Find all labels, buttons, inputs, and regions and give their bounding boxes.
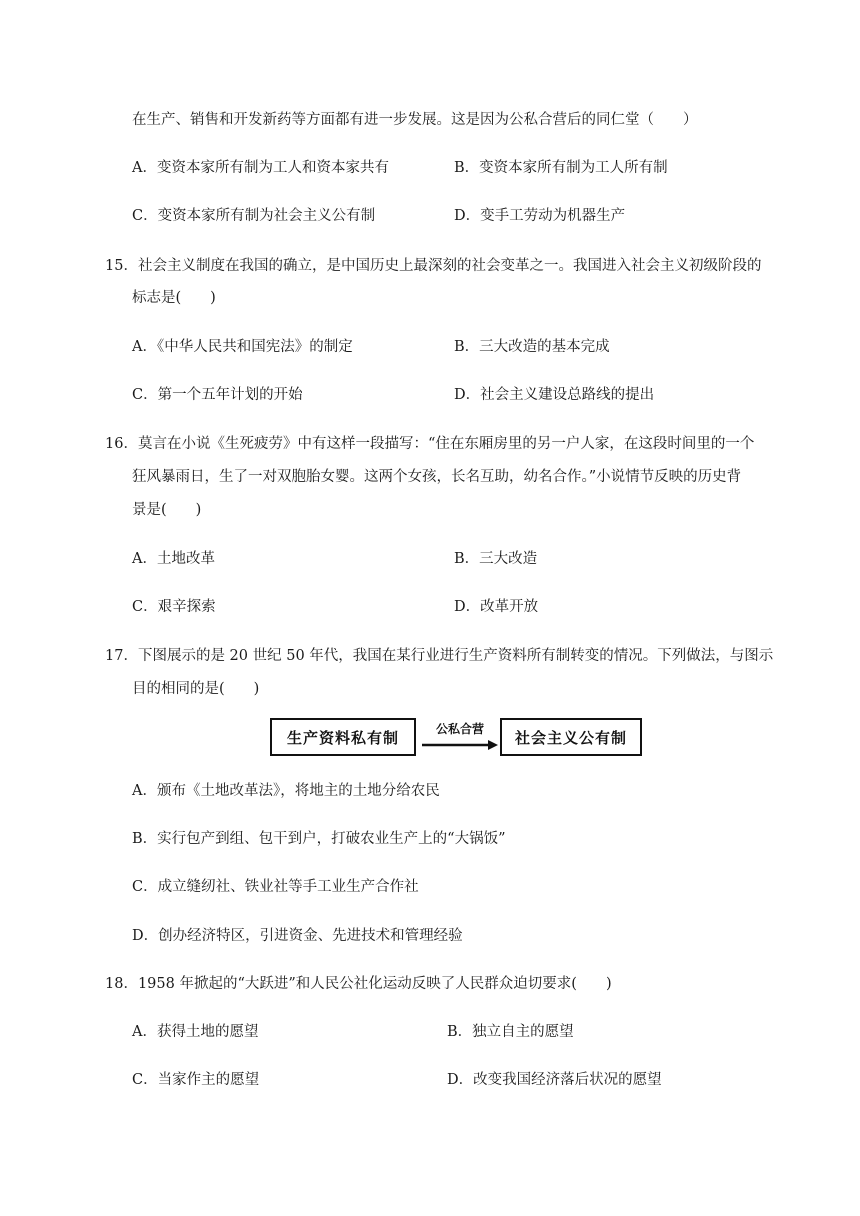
q17-option-a: A．颁布《土地改革法》，将地主的土地分给农民 bbox=[132, 783, 440, 799]
q15-option-b: B．三大改造的基本完成 bbox=[454, 339, 610, 355]
q18-option-c: C．当家作主的愿望 bbox=[132, 1072, 260, 1088]
q16-option-c: C．艰辛探索 bbox=[132, 599, 216, 615]
q16-option-d: D．改革开放 bbox=[454, 599, 539, 615]
q15-option-d: D．社会主义建设总路线的提出 bbox=[454, 387, 655, 403]
q16-stem-text-1: 莫言在小说《生死疲劳》中有这样一段描写：“住在东厢房里的另一户人家，在这段时间里的一个 bbox=[137, 436, 755, 452]
q17-option-d: D．创办经济特区，引进资金、先进技术和管理经验 bbox=[132, 928, 463, 944]
arrow-right-icon bbox=[420, 738, 500, 752]
q14-option-d: D．变手工劳动为机器生产 bbox=[454, 208, 626, 224]
q18-stem-line-1 bbox=[105, 974, 612, 994]
q17-option-c: C．成立缝纫社、铁业社等手工业生产合作社 bbox=[132, 879, 419, 895]
q15-option-c: C．第一个五年计划的开始 bbox=[132, 387, 303, 403]
q17-stem-line-2: 目的相同的是( ) bbox=[132, 681, 260, 697]
q16-stem-line-3: 景是( ) bbox=[132, 502, 202, 518]
q15-option-a: A．《中华人民共和国宪法》的制定 bbox=[132, 339, 353, 355]
q16-stem-line-2: 狂风暴雨日，生了一对双胞胎女婴。这两个女孩，长名互助，幼名合作。”小说情节反映的历史背 bbox=[132, 469, 742, 485]
diagram-left-box: 生产资料私有制 bbox=[270, 718, 416, 756]
q16-stem-line-1 bbox=[105, 434, 754, 454]
q15-stem-text-1: 社会主义制度在我国的确立，是中国历史上最深刻的社会变革之一。我国进入社会主义初级阶段的 bbox=[137, 258, 762, 274]
q17-stem-line-1 bbox=[105, 646, 773, 666]
q18-option-d: D．改变我国经济落后状况的愿望 bbox=[447, 1072, 662, 1088]
q18-option-b: B．独立自主的愿望 bbox=[447, 1024, 574, 1040]
q15-stem-line-1 bbox=[105, 256, 761, 276]
q15-number: 15． bbox=[105, 258, 138, 274]
ownership-transition-diagram bbox=[270, 718, 642, 762]
q16-option-b: B．三大改造 bbox=[454, 551, 538, 567]
q18-number: 18． bbox=[105, 976, 138, 992]
q14-stem-tail: 在生产、销售和开发新药等方面都有进一步发展。这是因为公私合营后的同仁堂（ ） bbox=[132, 112, 698, 128]
q16-option-a: A．土地改革 bbox=[132, 551, 215, 567]
q17-stem-text-1: 下图展示的是 20 世纪 50 年代，我国在某行业进行生产资料所有制转变的情况。下列做法，与图示 bbox=[137, 648, 774, 664]
q18-stem-text-1: 1958 年掀起的“大跃进”和人民公社化运动反映了人民群众迫切要求( ) bbox=[137, 976, 612, 992]
q14-option-c: C．变资本家所有制为社会主义公有制 bbox=[132, 208, 376, 224]
diagram-right-box: 社会主义公有制 bbox=[500, 718, 642, 756]
q18-option-a: A．获得土地的愿望 bbox=[132, 1024, 259, 1040]
diagram-arrow-label: 公私合营 bbox=[435, 722, 484, 736]
q17-option-b: B．实行包产到组、包干到户，打破农业生产上的“大锅饭” bbox=[132, 831, 506, 847]
q14-option-b: B．变资本家所有制为工人所有制 bbox=[454, 160, 668, 176]
q16-number: 16． bbox=[105, 436, 138, 452]
q14-option-a: A．变资本家所有制为工人和资本家共有 bbox=[132, 160, 389, 176]
q15-stem-line-2: 标志是( ) bbox=[132, 290, 216, 306]
q17-number: 17． bbox=[105, 648, 138, 664]
